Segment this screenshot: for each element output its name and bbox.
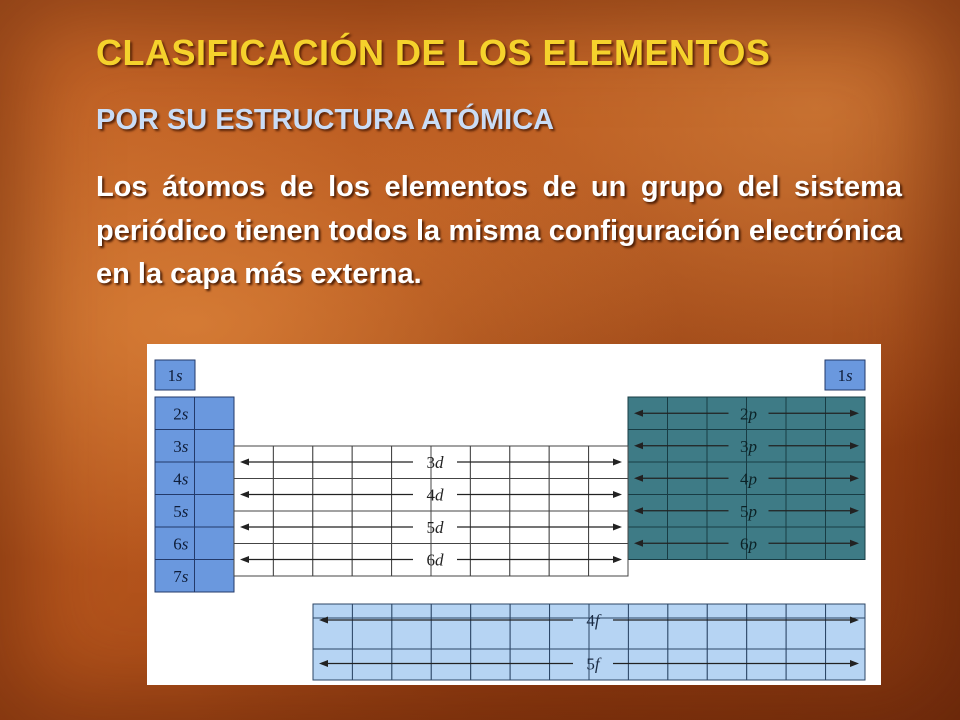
f-block-cell <box>510 649 549 680</box>
f-block-cell <box>707 604 746 618</box>
label-5s: 5s <box>173 501 189 521</box>
f-block-cell <box>392 604 431 618</box>
slide-subtitle: POR SU ESTRUCTURA ATÓMICA <box>96 104 555 136</box>
label-3p: 3p <box>740 436 757 456</box>
label-4p: 4p <box>740 468 757 488</box>
f-block-cell <box>668 618 707 649</box>
f-block-cell <box>668 604 707 618</box>
f-block-cell <box>471 618 510 649</box>
slide-title: CLASIFICACIÓN DE LOS ELEMENTOS <box>96 32 771 73</box>
f-block-cell <box>510 618 549 649</box>
label-5d: 5d <box>426 517 444 537</box>
f-block-cell <box>550 649 589 680</box>
label-6d: 6d <box>426 550 444 569</box>
f-block-cell <box>352 604 391 618</box>
f-block-cell <box>313 618 352 649</box>
label-7s: 7s <box>173 566 189 586</box>
label-5p: 5p <box>740 501 757 521</box>
f-block-cell <box>707 618 746 649</box>
f-block-cell <box>431 604 470 618</box>
slide-body-text: Los átomos de los elementos de un grupo del sistema periódico tienen todos la misma configuración electrónica en la capa más externa. <box>96 171 902 290</box>
periodic-table-image <box>147 344 881 685</box>
f-block-cell <box>471 649 510 680</box>
label-1s-right: 1s <box>837 365 853 385</box>
f-block-cell <box>628 604 667 618</box>
f-block-cell <box>352 618 391 649</box>
f-block-cell <box>392 649 431 680</box>
f-block-cell <box>786 604 825 618</box>
f-block-cell <box>431 618 470 649</box>
s-block-cell <box>195 560 235 593</box>
f-block-cell <box>747 649 786 680</box>
f-block-cell <box>628 618 667 649</box>
label-6p: 6p <box>740 533 757 553</box>
f-block-cell <box>668 649 707 680</box>
label-4d: 4d <box>426 485 444 504</box>
f-block-cell <box>392 618 431 649</box>
f-block-cell <box>826 618 865 649</box>
f-block-cell <box>786 618 825 649</box>
label-1s-left: 1s <box>167 365 183 385</box>
f-block-cell <box>786 649 825 680</box>
f-block-cell <box>707 649 746 680</box>
f-block-cell <box>471 604 510 618</box>
periodic-table-diagram <box>147 344 881 685</box>
label-4f: 4f <box>586 610 600 630</box>
f-block-cell <box>747 604 786 618</box>
f-block-cell <box>628 649 667 680</box>
f-block-cell <box>747 618 786 649</box>
f-block-cell <box>826 604 865 618</box>
f-block-cell <box>313 649 352 680</box>
label-5f: 5f <box>586 654 600 673</box>
label-2s: 2s <box>173 403 189 423</box>
s-block-cell <box>195 462 235 495</box>
s-block-cell <box>195 430 235 463</box>
f-block-cell <box>510 604 549 618</box>
f-block-cell <box>313 604 352 618</box>
f-block-cell <box>550 604 589 618</box>
s-block-cell <box>195 495 235 528</box>
label-6s: 6s <box>173 533 189 553</box>
f-block-cell <box>550 618 589 649</box>
label-4s: 4s <box>173 468 189 488</box>
label-3d: 3d <box>426 452 444 472</box>
s-block-cell <box>195 397 235 430</box>
label-3s: 3s <box>173 436 189 456</box>
f-block-cell <box>352 649 391 680</box>
f-block-cell <box>431 649 470 680</box>
label-2p: 2p <box>740 403 757 423</box>
s-block-cell <box>195 527 235 560</box>
f-block-cell <box>826 649 865 680</box>
